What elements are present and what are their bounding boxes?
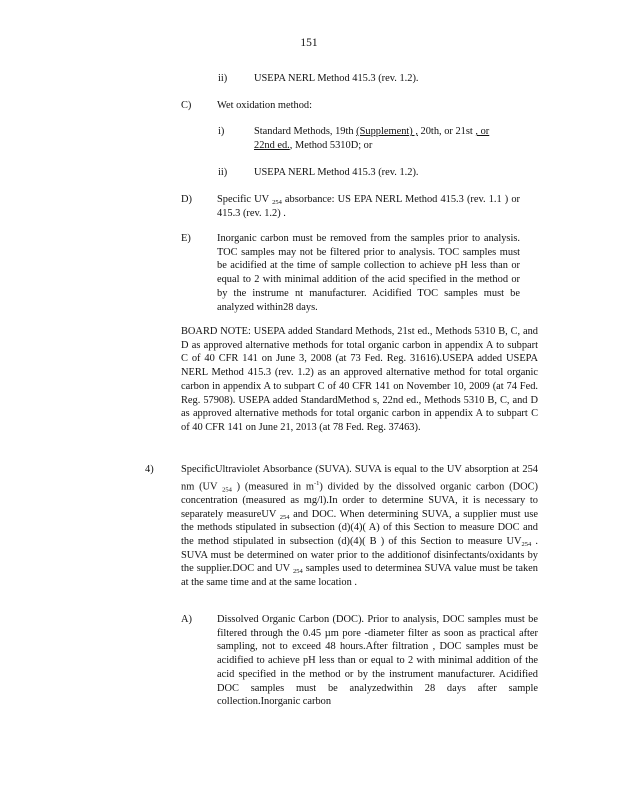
item-label: C)	[181, 100, 192, 111]
page-number: 151	[300, 37, 318, 49]
item-c-ii-top	[218, 72, 538, 86]
item-d	[181, 193, 538, 220]
item-label: ii)	[218, 73, 228, 84]
item-label: 4)	[145, 464, 154, 475]
item-text: Specific UV $_{254}$ absorbance: US EPA NERL Method 415.3 (rev. 1.1 ) or 415.3 (rev. 1.2) .	[217, 194, 520, 219]
item-4	[145, 463, 538, 590]
item-label: D)	[181, 194, 192, 205]
item-4-a	[181, 613, 538, 709]
item-text: Wet oxidation method:	[217, 100, 312, 111]
item-e	[181, 232, 538, 314]
item-label: ii)	[218, 167, 228, 178]
item-text: Inorganic carbon must be removed from the samples prior to analysis. TOC samples may not be filtered prior to analysis. TOC samples must be acidified at the time of sample collection to achieve pH less than or equal to 2 with minimal addition of the acid specified in the method or by the instrume nt manufacturer. Acidified TOC samples must be analyzed within28 days.	[217, 233, 520, 313]
item-label: A)	[181, 614, 192, 625]
item-label: E)	[181, 233, 191, 244]
item-text: Standard Methods, 19th (Supplement) , 20th, or 21st , or 22nd ed., Method 5310D; or	[254, 126, 490, 151]
item-text: SpecificUltraviolet Absorbance (SUVA). SUVA is equal to the UV absorption at 254 nm (UV $_{254}$ ) (measured in $m^{-1}$) divided by the dissolved organic carbon (DOC) concentration (measured as mg/l).In order to determine SUVA, it is necessary to separately measureUV $_{254}$ and DOC. When determining SUVA, a supplier must use the methods stipulated in subsection (d)(4)( A) of this Section to measure DOC and the method stipulated in subsection (d)(4)( B ) of this Section to measure $UV_{254}$ . SUVA must be determined on water prior to the additionof disinfectants/oxidants by the supplier.DOC and UV $_{254}$ samples used to determinea SUVA value must be taken at the same time and at the same location .	[181, 464, 538, 589]
item-label: i)	[218, 126, 225, 137]
underlined-text: , or	[475, 126, 490, 137]
underlined-text: (Supplement) ,	[356, 126, 418, 137]
item-text: Dissolved Organic Carbon (DOC). Prior to analysis, DOC samples must be filtered through the 0.45 µm pore -diameter filter as soon as practical after sampling, not to exceed 48 hours.After filtration , DOC samples must be acidified to achieve pH less than or equal to 2 with minimal addition of the acid specified in the method or by the instrument manufacturer. Acidified DOC samples must be analyzedwithin 28 days after sample collection.Inorganic carbon	[217, 614, 538, 708]
item-c-ii	[218, 166, 538, 180]
item-text: USEPA NERL Method 415.3 (rev. 1.2).	[254, 167, 419, 178]
item-c	[181, 99, 538, 113]
board-note: BOARD NOTE: USEPA added Standard Methods, 21st ed., Methods 5310 B, C, and D as approved alternative methods for total organic carbon in appendix A to subpart C of 40 CFR 141 on June 3, 2008 (at 73 Fed. Reg. 31616).USEPA added USEPA NERL Method 415.3 (rev. 1.2) as an approved alternative method for total organic carbon in appendix A to subpart C of 40 CFR 141 on November 10, 2009 (at 74 Fed. Reg. 57908). USEPA added StandardMethod s, 22nd ed., Methods 5310 B, C, and D as approved alternative methods for total organic carbon in appendix A to subpart C of 40 CFR 141 on June 21, 2013 (at 78 Fed. Reg. 37463).	[181, 326, 538, 433]
item-c-i	[218, 125, 538, 152]
underlined-text: 22nd ed.	[254, 139, 290, 151]
item-text: USEPA NERL Method 415.3 (rev. 1.2).	[254, 73, 419, 84]
